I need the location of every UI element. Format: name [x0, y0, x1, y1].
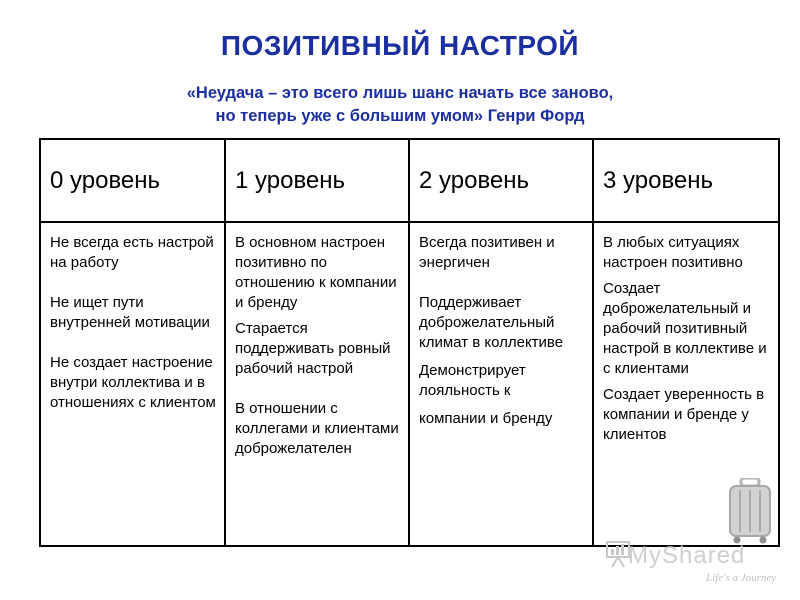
page-title: ПОЗИТИВНЫЙ НАСТРОЙ [220, 30, 580, 61]
cell-text: компании и бренду [419, 410, 553, 427]
table-row [40, 222, 779, 546]
levels-table [39, 138, 780, 547]
header-level-0: 0 уровень [40, 139, 225, 222]
watermark-logo: MyShared [628, 542, 746, 569]
header-level-3: 3 уровень [593, 139, 779, 222]
cell-text: Старается поддерживать ровный рабочий настрой [235, 320, 391, 377]
watermark-tagline: Life's a Journey [706, 572, 777, 584]
quote-line-2: но теперь уже с большим умом» Генри Форд [215, 107, 585, 125]
cell-level-2 [409, 222, 593, 546]
cell-text: Всегда позитивен и энергичен [419, 234, 555, 271]
cell-text: Создает доброжелательный и рабочий позитивный настрой в коллективе и с клиентами [603, 280, 767, 377]
header-level-1: 1 уровень [225, 139, 409, 222]
presentation-icon [606, 540, 630, 568]
quote-line-1: «Неудача – это всего лишь шанс начать все заново, [186, 84, 614, 102]
cell-text: В отношении с коллегами и клиентами доброжелателен [235, 400, 399, 457]
cell-level-0 [40, 222, 225, 546]
header-level-2: 2 уровень [409, 139, 593, 222]
cell-text: В любых ситуациях настроен позитивно [603, 234, 743, 271]
cell-text: Поддерживает доброжелательный климат в коллективе [419, 294, 564, 351]
cell-text: Не ищет пути внутренней мотивации [50, 294, 210, 331]
cell-text: Создает уверенность в компании и бренде у клиентов [603, 386, 765, 443]
cell-text: В основном настроен позитивно по отношению к компании и бренду [235, 234, 397, 311]
quote [0, 82, 800, 128]
cell-level-1 [225, 222, 409, 546]
watermark [606, 532, 796, 594]
cell-text: Не всегда есть настрой на работу [50, 234, 214, 271]
cell-text: Не создает настроение внутри коллектива и в отношениях с клиентом [50, 354, 216, 411]
cell-text: Демонстрирует лояльность к [419, 362, 526, 399]
table-header-row [40, 139, 779, 222]
